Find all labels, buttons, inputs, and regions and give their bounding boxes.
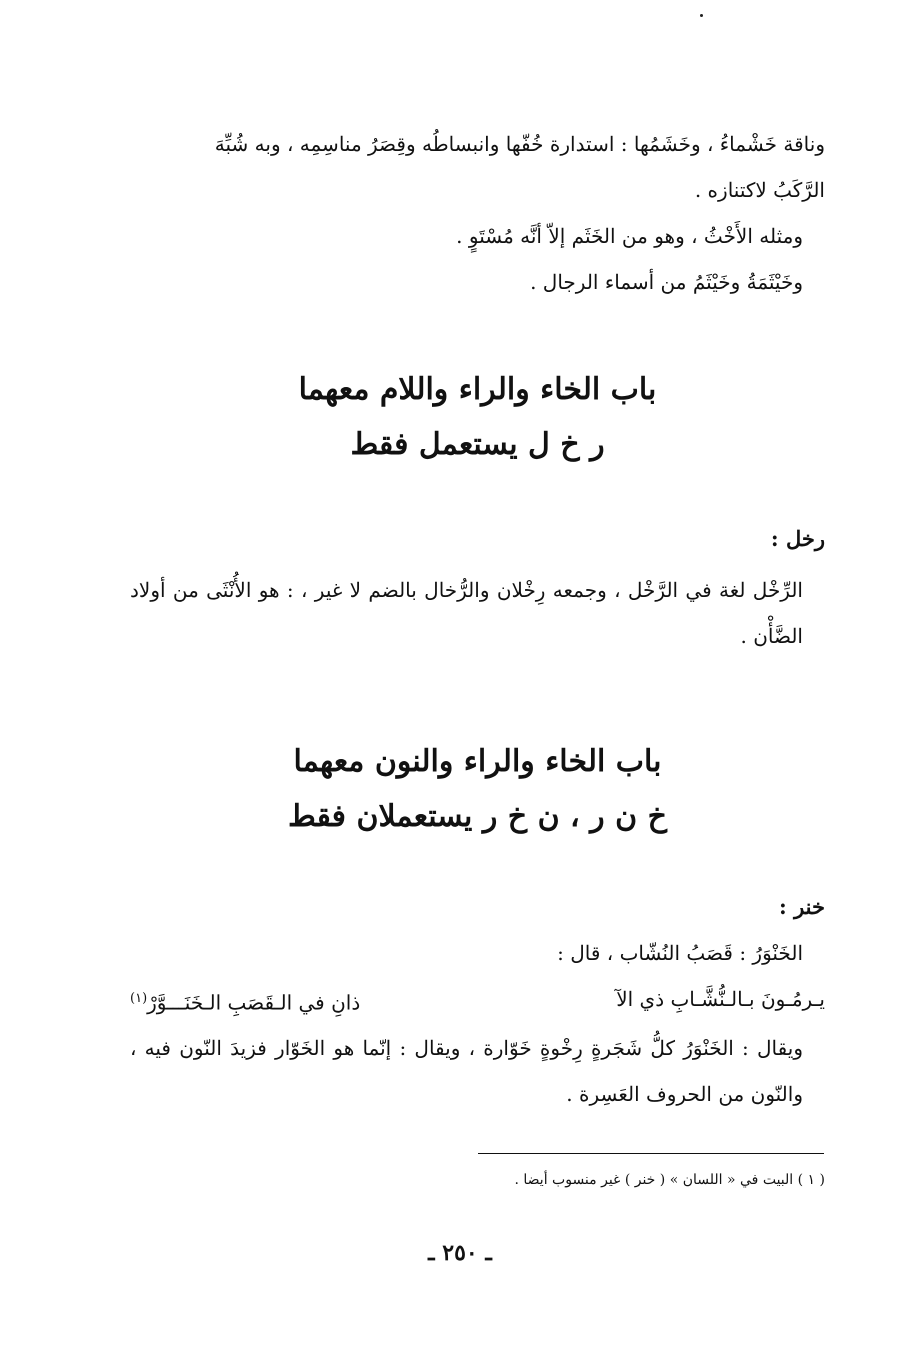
chapter-heading: باب الخاء والراء والنون معهما (293, 744, 662, 779)
entry-headword: خنر : (779, 894, 825, 919)
entry-headword: رخل : (770, 526, 825, 551)
footnote: ( ١ ) البيت في « اللسان » ( خنر ) غير منسوب أيضا . (514, 1172, 825, 1188)
paragraph-line: الخَنْوَرُ : قَصَبُ النُشّاب ، قال : (557, 941, 803, 965)
paragraph-line: وخَيْثَمَةُ وخَيْثَمُ من أسماء الرجال . (530, 270, 803, 294)
entry-khanr (130, 895, 825, 1117)
page-number: ـ ٢٥٠ ـ (428, 1240, 492, 1266)
entry-rakhl (130, 527, 825, 659)
footnote-marker: (١) (130, 991, 148, 1006)
footnote-divider (478, 1153, 824, 1154)
paragraph-line: ومثله الأَخْثُ ، وهو من الخَثَم إلاّ أنَّه مُسْتَوٍ . (456, 224, 803, 248)
chapter-subheading: خ ن ر ، ن خ ر يستعملان فقط (288, 799, 667, 834)
verse-second-text: ذانِ في الـقَصَبِ الـخَنَـــوَّرْ (147, 990, 361, 1015)
ink-speck (700, 14, 703, 17)
chapter-subheading: ر خ ل يستعمل فقط (350, 427, 605, 462)
section-continuation (130, 132, 825, 316)
chapter-heading: باب الخاء والراء واللام معهما (298, 372, 657, 407)
entry-text: ويقال : الخَنْوَرُ كلُّ شَجَرةٍ رِخْوةٍ خَوّارة ، ويقال : إنّما هو الخَوّار فزيدَ النّون فيه ، والنّون من الحروف العَسِرة . (130, 1036, 803, 1106)
verse-first-hemistich: يـرمُـونَ بـالـنُّشَّـابِ ذي الآ (616, 987, 825, 1011)
entry-text: الرِّخْل لغة في الرَّخْل ، وجمعه رِخْلان والرُّخال بالضم لا غير ، : هو الأُنْثَى من أولاد الضَّأْن . (130, 578, 803, 648)
paragraph-line: الرَّكَبُ لاكتنازه . (694, 178, 825, 202)
paragraph-line: وناقة خَشْماءُ ، وخَشَمُها : استدارة خُفّها وانبساطُه وقِصَرُ مناسِمِه ، وبه شُبِّهَ (214, 132, 825, 156)
